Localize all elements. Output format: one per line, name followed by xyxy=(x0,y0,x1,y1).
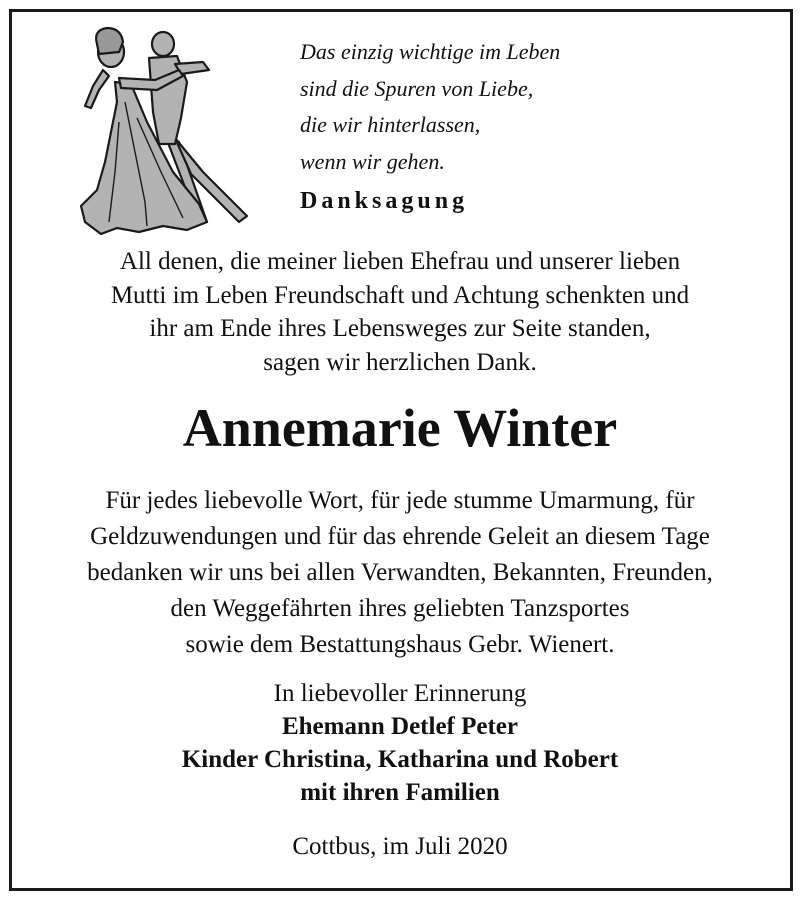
quote-line: die wir hinterlassen, xyxy=(300,112,481,137)
thanks-line: bedanken wir uns bei allen Verwandten, Bekannten, Freunden, xyxy=(87,559,713,586)
thanks-line: den Weggefährten ihres geliebten Tanzsportes xyxy=(170,595,630,622)
dancing-couple-icon xyxy=(75,22,255,240)
thanks-line: Geldzuwendungen und für das ehrende Geleit an diesem Tage xyxy=(90,523,710,550)
intro-line: All denen, die meiner lieben Ehefrau und unserer lieben xyxy=(119,248,681,275)
intro-line: Mutti im Leben Freundschaft und Achtung schenkten und xyxy=(110,281,690,309)
deceased-name: Annemarie Winter xyxy=(182,398,618,458)
thanks-line: sowie dem Bestattungshaus Gebr. Wienert. xyxy=(185,631,615,658)
thanks-paragraph xyxy=(0,483,800,663)
mourner-line: Ehemann Detlef Peter xyxy=(281,713,519,740)
closing-intro: In liebevoller Erinnerung xyxy=(273,680,527,707)
thanks-line: Für jedes liebevolle Wort, für jede stumme Umarmung, für xyxy=(105,487,695,514)
quote-line: sind die Spuren von Liebe, xyxy=(300,75,534,101)
quote-line: wenn wir gehen. xyxy=(300,148,445,174)
closing-block xyxy=(0,677,800,809)
place-date: Cottbus, im Juli 2020 xyxy=(292,833,508,860)
intro-line: ihr am Ende ihres Lebensweges zur Seite standen, xyxy=(149,315,651,342)
mourner-line: Kinder Christina, Katharina und Robert xyxy=(181,746,619,773)
quote-line: Das einzig wichtige im Leben xyxy=(300,39,561,64)
intro-line: sagen wir herzlichen Dank. xyxy=(263,348,537,376)
heading-danksagung: Danksagung xyxy=(300,188,469,214)
mourner-line: mit ihren Familien xyxy=(300,779,500,806)
quote xyxy=(300,34,560,180)
intro-paragraph xyxy=(0,245,800,379)
